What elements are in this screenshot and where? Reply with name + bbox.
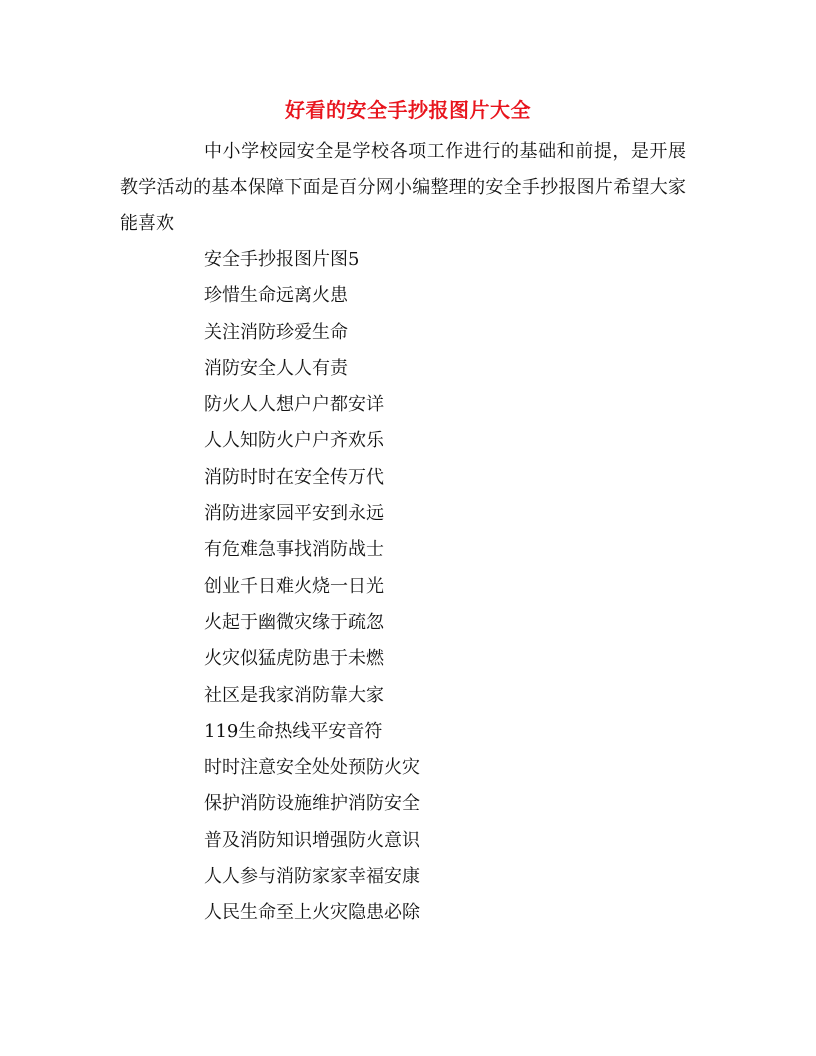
slogan-line: 人人知防火户户齐欢乐 — [204, 430, 384, 452]
slogan-line: 普及消防知识增强防火意识 — [204, 829, 420, 851]
slogan-line: 人民生命至上火灾隐患必除 — [204, 902, 420, 924]
slogan-line: 保护消防设施维护消防安全 — [204, 793, 420, 815]
slogan-line: 珍惜生命远离火患 — [204, 285, 348, 307]
slogan-line: 火起于幽微灾缘于疏忽 — [204, 611, 384, 633]
intro-paragraph: 中小学校园安全是学校各项工作进行的基础和前提，是开展教学活动的基本保障下面是百分网小编整理的安全手抄报图片希望大家能喜欢 — [120, 141, 686, 234]
slogan-line: 人人参与消防家家幸福安康 — [204, 866, 420, 888]
slogan-line: 119生命热线平安音符 — [204, 720, 383, 742]
slogan-line: 社区是我家消防靠大家 — [204, 684, 384, 706]
slogan-line: 防火人人想户户都安详 — [204, 394, 384, 416]
slogan-line: 时时注意安全处处预防火灾 — [204, 757, 420, 779]
slogan-line: 消防进家园平安到永远 — [204, 503, 384, 525]
slogan-line: 消防时时在安全传万代 — [204, 466, 384, 488]
slogan-line: 有危难急事找消防战士 — [204, 539, 384, 561]
document-title: 好看的安全手抄报图片大全 — [285, 98, 531, 122]
slogan-line: 消防安全人人有责 — [204, 357, 348, 379]
slogan-line: 火灾似猛虎防患于未燃 — [204, 648, 384, 670]
slogan-list — [204, 242, 420, 932]
slogan-line: 创业千日难火烧一日光 — [204, 575, 384, 597]
slogan-line: 安全手抄报图片图5 — [204, 249, 360, 270]
slogan-line: 关注消防珍爱生命 — [204, 321, 348, 343]
